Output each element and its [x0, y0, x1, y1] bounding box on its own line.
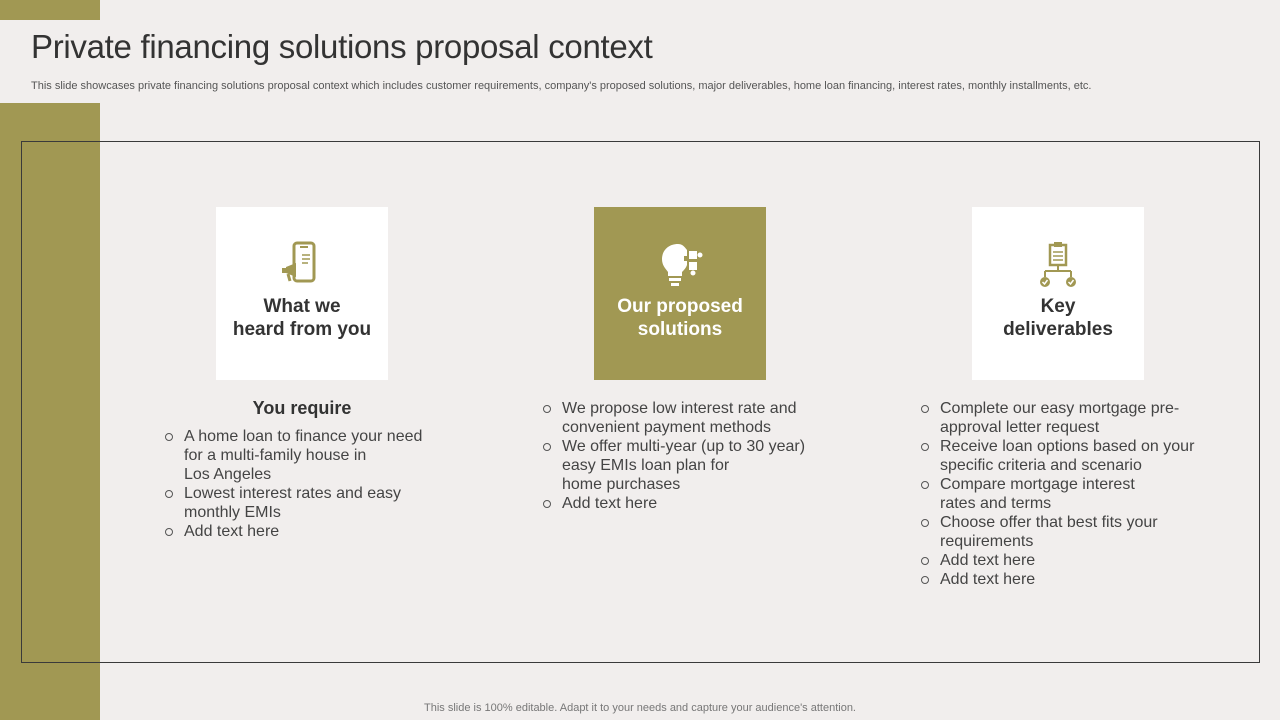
card-title: Our proposed solutions	[617, 296, 743, 340]
page-subtitle: This slide showcases private financing solutions proposal context which includes customer requirements, company's proposed solutions, major deliverables, home loan financing, interest rates, monthly installments, etc.	[31, 80, 1092, 92]
list-item: Add text here	[921, 551, 1221, 570]
list-item: We propose low interest rate and convenient payment methods	[543, 399, 843, 437]
list-item: Complete our easy mortgage pre- approval letter request	[921, 399, 1221, 437]
list-item: Add text here	[543, 494, 843, 513]
list-item: We offer multi-year (up to 30 year) easy EMIs loan plan for home purchases	[543, 437, 843, 494]
list-item: Lowest interest rates and easy monthly EMIs	[165, 484, 465, 522]
list-item: Receive loan options based on your specific criteria and scenario	[921, 437, 1221, 475]
bullet-list-requirements	[165, 427, 465, 541]
card-title: Key deliverables	[1003, 296, 1113, 340]
footer-note: This slide is 100% editable. Adapt it to your needs and capture your audience's attention.	[424, 702, 856, 714]
card-title: What we heard from you	[232, 296, 372, 340]
card-proposed-solutions	[594, 207, 766, 380]
list-item: A home loan to finance your need for a multi-family house in Los Angeles	[165, 427, 465, 484]
page-title: Private financing solutions proposal context	[31, 28, 653, 65]
card-what-we-heard	[216, 207, 388, 380]
accent-bar-top	[0, 0, 100, 20]
list-item: Add text here	[921, 570, 1221, 589]
list-item: Compare mortgage interest rates and terms	[921, 475, 1221, 513]
list-item: Choose offer that best fits your requirements	[921, 513, 1221, 551]
list-item: Add text here	[165, 522, 465, 541]
lightbulb-puzzle-icon	[656, 241, 704, 289]
clipboard-hierarchy-icon	[1034, 241, 1082, 289]
card-key-deliverables	[972, 207, 1144, 380]
bullet-list-solutions	[543, 399, 843, 513]
bullet-list-deliverables	[921, 399, 1221, 589]
smartphone-megaphone-icon	[278, 241, 326, 289]
column-heading: You require	[252, 398, 352, 418]
